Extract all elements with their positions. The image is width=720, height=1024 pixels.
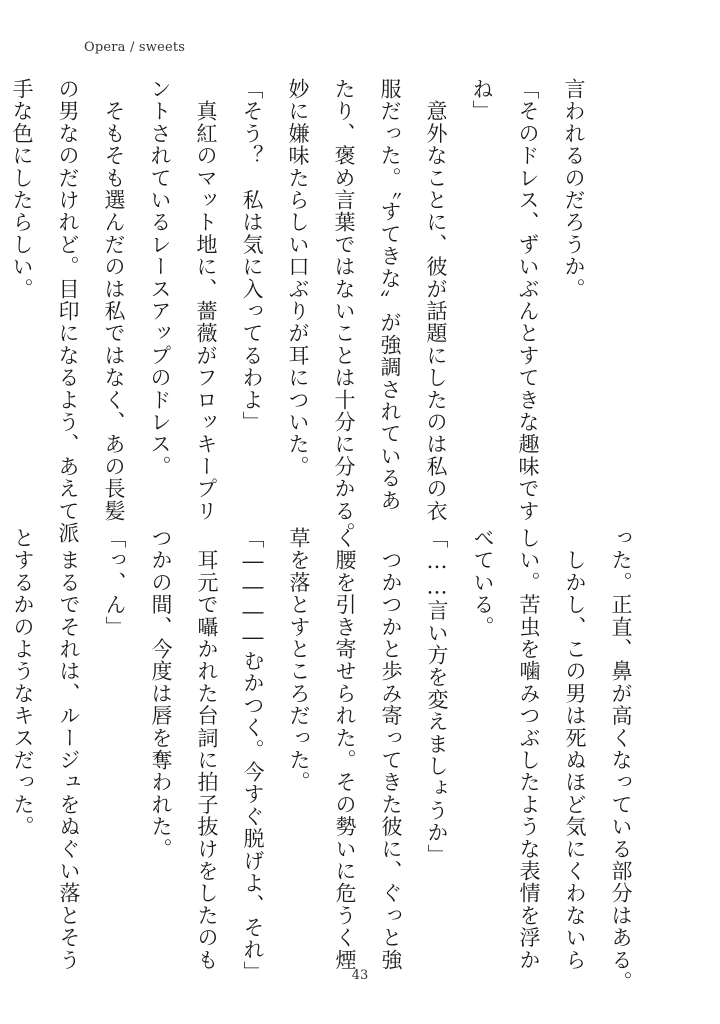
text-line: たり、褒め言葉ではないことは十分に分かる。 [332,78,356,545]
text-line: まるでそれは、ルージュをぬぐい落とそう [57,527,81,971]
text-line: ね」 [470,78,494,123]
text-line: の男なのだけれど。目印になるよう、あえて派 [56,78,80,545]
text-line: 服だった。〝すてきな〟が強調されているあ [378,78,402,512]
text-line: つかつかと歩み寄ってきた彼に、ぐっと強 [379,527,403,971]
text-line: 妙に嫌味たらしい口ぶりが耳についた。 [286,78,310,478]
page-number: 43 [351,968,369,983]
text-line: とするかのようなキスだった。 [11,527,35,838]
text-line: 手な色にしたらしい。 [10,78,34,300]
text-line: ントされているレースアップのドレス。 [148,78,172,478]
text-line: 言われるのだろうか。 [562,78,586,300]
text-line: 「――――むかつく。今すぐ脱げよ、それ」 [241,527,265,983]
text-block-top [0,78,597,545]
text-line: く腰を引き寄せられた。その勢いに危うく煙 [333,527,357,971]
running-header: Opera / sweets [84,40,186,55]
text-line: しい。苦虫を噛みつぶしたような表情を浮か [517,527,541,971]
text-line: つかの間、今度は唇を奪われた。 [149,527,173,860]
text-line: そもそも選んだのは私ではなく、あの長髪 [102,78,126,522]
text-line: 「そのドレス、ずいぶんとすてきな趣味です [516,78,540,522]
text-line: べている。 [471,527,495,638]
text-line: 耳元で囁かれた台詞に拍子抜けをしたのも [195,527,219,971]
text-line: しかし、この男は死ぬほど気にくわないら [563,527,587,971]
text-line: 「……言い方を変えましょうか」 [425,527,449,866]
text-line: 真紅のマット地に、薔薇がフロッキープリ [194,78,218,522]
text-line: 「っ、ん」 [103,527,127,638]
text-line: った。正直、鼻が高くなっている部分はある。 [609,527,633,994]
text-line: 草を落とすところだった。 [287,527,311,794]
text-line: 「そう？ 私は気に入ってるわよ」 [240,78,264,434]
text-line: 意外なことに、彼が話題にしたのは私の衣 [424,78,448,522]
